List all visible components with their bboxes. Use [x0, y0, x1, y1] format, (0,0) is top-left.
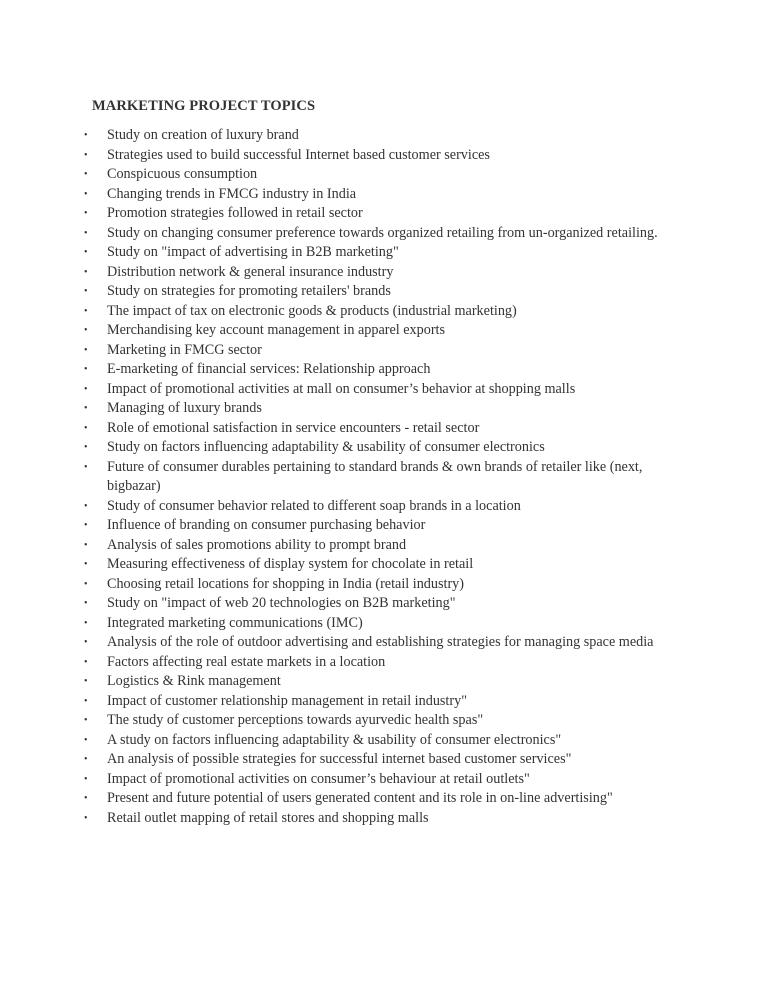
bullet-icon: • — [84, 676, 88, 687]
bullet-icon: • — [84, 812, 88, 824]
bullet-icon: • — [84, 637, 88, 648]
topic-text: Study on factors influencing adaptability & usability of consumer electronics — [107, 439, 545, 455]
topic-text: Analysis of sales promotions ability to prompt brand — [107, 536, 407, 553]
topic-text: Conspicuous consumption — [107, 166, 258, 182]
topic-text: Strategies used to build successful Internet based customer services — [107, 146, 490, 163]
bullet-icon: • — [84, 793, 88, 804]
bullet-icon: • — [84, 325, 88, 336]
topic-text: Study on creation of luxury brand — [107, 127, 299, 143]
bullet-icon: • — [84, 383, 88, 395]
topic-text: Impact of customer relationship management in retail industry" — [107, 692, 467, 709]
list-item — [0, 302, 768, 322]
list-item — [0, 789, 768, 809]
topic-text: Distribution network & general insurance industry — [107, 263, 394, 280]
list-item — [0, 341, 768, 361]
list-item — [0, 419, 768, 439]
bullet-icon: • — [84, 617, 88, 629]
bullet-icon: • — [84, 734, 88, 746]
topic-text: An analysis of possible strategies for successful internet based customer services" — [107, 751, 572, 767]
list-item — [0, 692, 768, 712]
bullet-icon: • — [84, 598, 88, 609]
topic-text: Logistics & Rink management — [107, 673, 281, 689]
bullet-icon: • — [84, 286, 88, 297]
bullet-icon: • — [84, 169, 88, 180]
list-item — [0, 458, 768, 497]
topic-text: Choosing retail locations for shopping in India (retail industry) — [107, 575, 464, 592]
topic-text: Managing of luxury brands — [107, 400, 262, 416]
list-item — [0, 575, 768, 595]
list-item — [0, 614, 768, 634]
bullet-icon: • — [84, 305, 88, 317]
list-item — [0, 243, 768, 263]
topic-text: Promotion strategies followed in retail sector — [107, 205, 363, 221]
topic-text: Future of consumer durables pertaining to standard brands & own brands of retailer like (next, bigbazar) — [107, 458, 643, 494]
bullet-icon: • — [84, 208, 88, 219]
topic-text: Study on "impact of advertising in B2B marketing" — [107, 244, 399, 260]
topic-text: Study on "impact of web 20 technologies on B2B marketing" — [107, 595, 456, 611]
bullet-icon: • — [84, 578, 88, 590]
list-item — [0, 809, 768, 829]
topic-text: Measuring effectiveness of display system for chocolate in retail — [107, 556, 474, 572]
topic-text: Integrated marketing communications (IMC) — [107, 614, 363, 631]
bullet-icon: • — [84, 539, 88, 551]
bullet-icon: • — [84, 442, 88, 453]
bullet-icon: • — [84, 227, 88, 239]
bullet-icon: • — [84, 656, 88, 668]
list-item — [0, 770, 768, 790]
list-item — [0, 360, 768, 380]
list-item — [0, 380, 768, 400]
document-title: MARKETING PROJECT TOPICS — [92, 98, 316, 114]
bullet-icon: • — [84, 773, 88, 785]
topic-text: Retail outlet mapping of retail stores and shopping malls — [107, 809, 429, 826]
bullet-icon: • — [84, 715, 88, 726]
topic-text: E-marketing of financial services: Relationship approach — [107, 361, 431, 377]
topic-text: Influence of branding on consumer purchasing behavior — [107, 517, 426, 533]
bullet-icon: • — [84, 247, 88, 258]
list-item — [0, 633, 768, 653]
list-item — [0, 185, 768, 205]
list-item — [0, 672, 768, 692]
bullet-icon: • — [84, 754, 88, 765]
topic-text: Impact of promotional activities at mall on consumer’s behavior at shopping malls — [107, 380, 576, 397]
topic-text: Merchandising key account management in apparel exports — [107, 322, 446, 338]
list-item — [0, 555, 768, 575]
bullet-icon: • — [84, 149, 88, 161]
topic-text: The impact of tax on electronic goods & products (industrial marketing) — [107, 302, 517, 319]
bullet-icon: • — [84, 344, 88, 356]
topic-text: Role of emotional satisfaction in service encounters - retail sector — [107, 419, 480, 436]
list-item — [0, 263, 768, 283]
list-item — [0, 711, 768, 731]
bullet-icon: • — [84, 130, 88, 141]
list-item — [0, 146, 768, 166]
bullet-icon: • — [84, 520, 88, 531]
topic-text: Study on strategies for promoting retailers' brands — [107, 283, 391, 299]
list-item — [0, 750, 768, 770]
topic-text: The study of customer perceptions towards ayurvedic health spas" — [107, 712, 484, 728]
topic-text: Study of consumer behavior related to different soap brands in a location — [107, 497, 521, 514]
list-item — [0, 536, 768, 556]
list-item — [0, 126, 768, 146]
list-item — [0, 594, 768, 614]
list-item — [0, 204, 768, 224]
list-item — [0, 653, 768, 673]
bullet-icon: • — [84, 403, 88, 414]
bullet-icon: • — [84, 364, 88, 375]
topic-text: Marketing in FMCG sector — [107, 341, 262, 358]
list-item — [0, 399, 768, 419]
topic-text: Analysis of the role of outdoor advertising and establishing strategies for managing space media — [107, 634, 654, 650]
topic-text: Present and future potential of users generated content and its role in on-line advertising" — [107, 790, 613, 806]
topic-text: Factors affecting real estate markets in a location — [107, 653, 386, 670]
bullet-icon: • — [84, 266, 88, 278]
list-item — [0, 731, 768, 751]
bullet-icon: • — [84, 188, 88, 200]
topic-text: A study on factors influencing adaptability & usability of consumer electronics" — [107, 731, 562, 748]
list-item — [0, 165, 768, 185]
topic-text: Changing trends in FMCG industry in India — [107, 185, 357, 202]
topic-text: Study on changing consumer preference towards organized retailing from un-organized retailing. — [107, 224, 658, 241]
list-item — [0, 321, 768, 341]
list-item — [0, 282, 768, 302]
list-item — [0, 224, 768, 244]
topic-list — [0, 126, 768, 828]
bullet-icon: • — [84, 500, 88, 512]
list-item — [0, 438, 768, 458]
bullet-icon: • — [84, 461, 88, 473]
list-item — [0, 516, 768, 536]
topic-text: Impact of promotional activities on consumer’s behaviour at retail outlets" — [107, 770, 530, 787]
bullet-icon: • — [84, 695, 88, 707]
bullet-icon: • — [84, 422, 88, 434]
list-item — [0, 497, 768, 517]
bullet-icon: • — [84, 559, 88, 570]
